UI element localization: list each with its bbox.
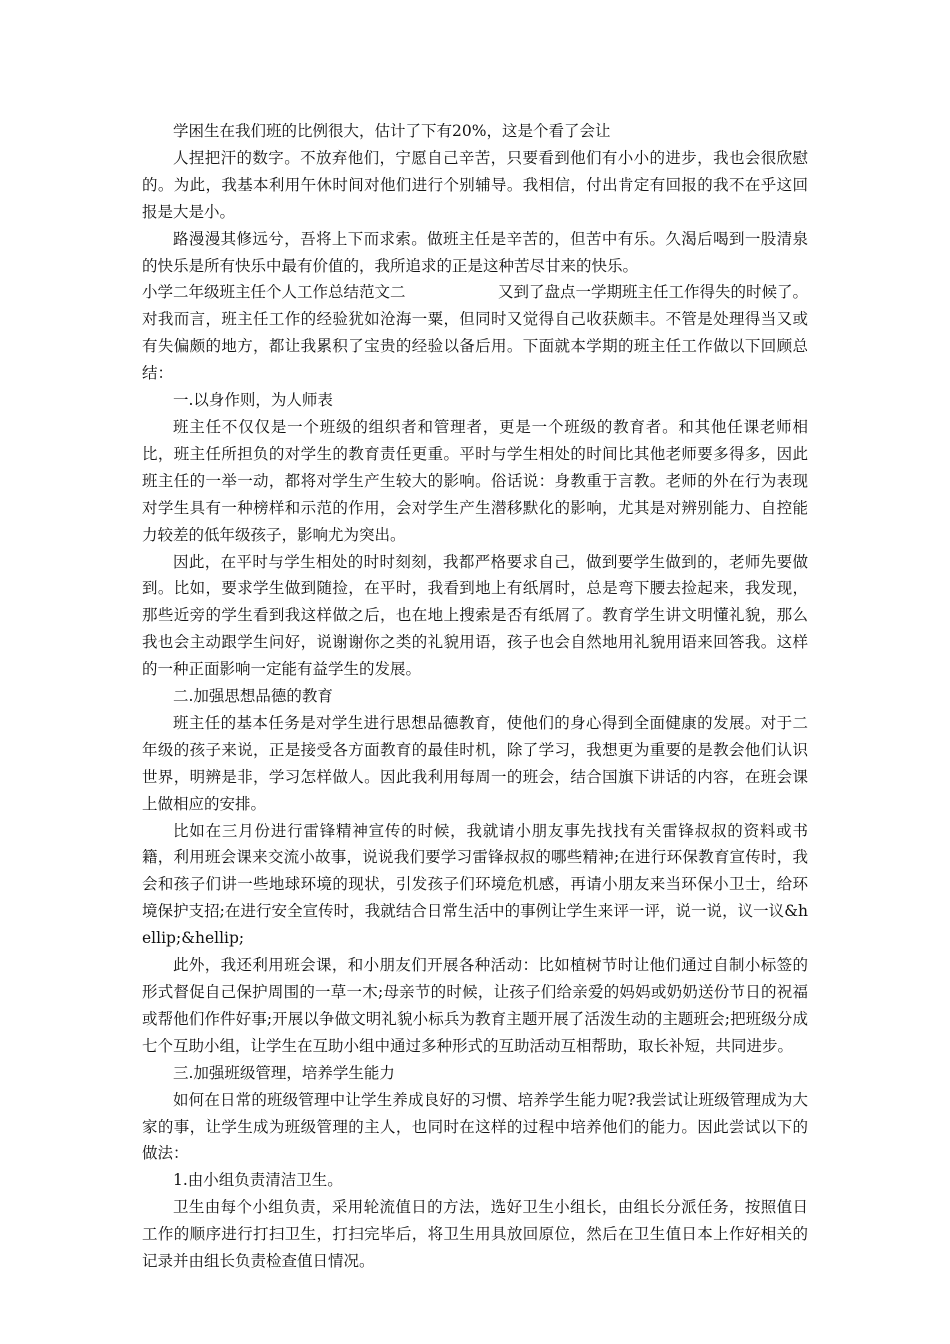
paragraph-11: 卫生由每个小组负责，采用轮流值日的方法，选好卫生小组长，由组长分派任务，按照值日工作的顺序进行打扫卫生，打扫完毕后，将卫生用具放回原位，然后在卫生值日本上作好相关的记录并由组长负责检查值日情况。 — [142, 1198, 808, 1271]
paragraph-8: 比如在三月份进行雷锋精神宣传的时候，我就请小朋友事先找找有关雷锋叔叔的资料或书籍，利用班会课来交流小故事，说说我们要学习雷锋叔叔的哪些精神;在进行环保教育宣传时，我会和孩子们讲一些地球环境的现状，引发孩子们环境危机感，再请小朋友来当环保小卫士，给环境保护支招;在进行安全宣传时，我就结合日常生活中的事例让学生来评一评，说一说，议一议&hellip;&hellip; — [142, 821, 808, 948]
paragraph-6: 因此，在平时与学生相处的时时刻刻，我都严格要求自己，做到要学生做到的，老师先要做到。比如，要求学生做到随捡，在平时，我看到地上有纸屑时，总是弯下腰去捡起来，我发现，那些近旁的学生看到我这样做之后，也在地上搜索是否有纸屑了。教育学生讲文明懂礼貌，那么我也会主动跟学生问好，说谢谢你之类的礼貌用语，孩子也会自然地用礼貌用语来回答我。这样的一种正面影响一定能有益学生的发展。 — [142, 552, 808, 679]
document-title: 小学二年级班主任个人工作总结范文二 — [142, 283, 406, 302]
section-heading-2: 二.加强思想品德的教育 — [173, 687, 333, 706]
paragraph-7: 班主任的基本任务是对学生进行思想品德教育，使他们的身心得到全面健康的发展。对于二年级的孩子来说，正是接受各方面教育的最佳时机，除了学习，我想更为重要的是教会他们认识世界，明辨是非，学习怎样做人。因此我利用每周一的班会，结合国旗下讲话的内容，在班会课上做相应的安排。 — [142, 713, 808, 813]
paragraph-10: 如何在日常的班级管理中让学生养成良好的习惯、培养学生能力呢?我尝试让班级管理成为大家的事，让学生成为班级管理的主人，也同时在这样的过程中培养他们的能力。因此尝试以下的做法： — [142, 1090, 808, 1163]
section-heading-3: 三.加强班级管理，培养学生能力 — [173, 1063, 395, 1082]
paragraph-3: 路漫漫其修远兮，吾将上下而求索。做班主任是辛苦的，但苦中有乐。久渴后喝到一股清泉的快乐是所有快乐中最有价值的，我所追求的正是这种苦尽甘来的快乐。 — [142, 229, 808, 275]
title-line — [142, 279, 808, 306]
paragraph-1: 学困生在我们班的比例很大，估计了下有20%，这是个看了会让 — [173, 122, 611, 140]
paragraph-4: 对我而言，班主任工作的经验犹如沧海一粟，但同时又觉得自己收获颇丰。不管是处理得当又或有失偏颇的地方，都让我累积了宝贵的经验以备后用。下面就本学期的班主任工作做以下回顾总结： — [142, 310, 808, 383]
paragraph-2: 人捏把汗的数字。不放弃他们，宁愿自己辛苦，只要看到他们有小小的进步，我也会很欣慰的。为此，我基本利用午休时间对他们进行个别辅导。我相信，付出肯定有回报的我不在乎这回报是大是小。 — [142, 148, 808, 221]
paragraph-9: 此外，我还利用班会课，和小朋友们开展各种活动：比如植树节时让他们通过自制小标签的形式督促自己保护周围的一草一木;母亲节的时候，让孩子们给亲爱的妈妈或奶奶送份节日的祝福或帮他们作件好事;开展以争做文明礼貌小标兵为教育主题开展了活泼生动的主题班会;把班级分成七个互助小组，让学生在互助小组中通过多种形式的互助活动互相帮助，取长补短，共同进步。 — [142, 956, 808, 1055]
paragraph-5: 班主任不仅仅是一个班级的组织者和管理者，更是一个班级的教育者。和其他任课老师相比，班主任所担负的对学生的教育责任更重。平时与学生相处的时间比其他老师要多得多，因此班主任的一举一动，都将对学生产生较大的影响。俗话说：身教重于言教。老师的外在行为表现对学生具有一种榜样和示范的作用，会对学生产生潜移默化的影响，尤其是对辨别能力、自控能力较差的低年级孩子，影响尤为突出。 — [142, 417, 808, 544]
title-continuation: 又到了盘点一学期班主任工作得失的时候了。 — [497, 283, 808, 302]
section-heading-1: 一.以身作则，为人师表 — [173, 391, 333, 410]
sub-heading-1: 1.由小组负责清洁卫生。 — [173, 1171, 343, 1190]
